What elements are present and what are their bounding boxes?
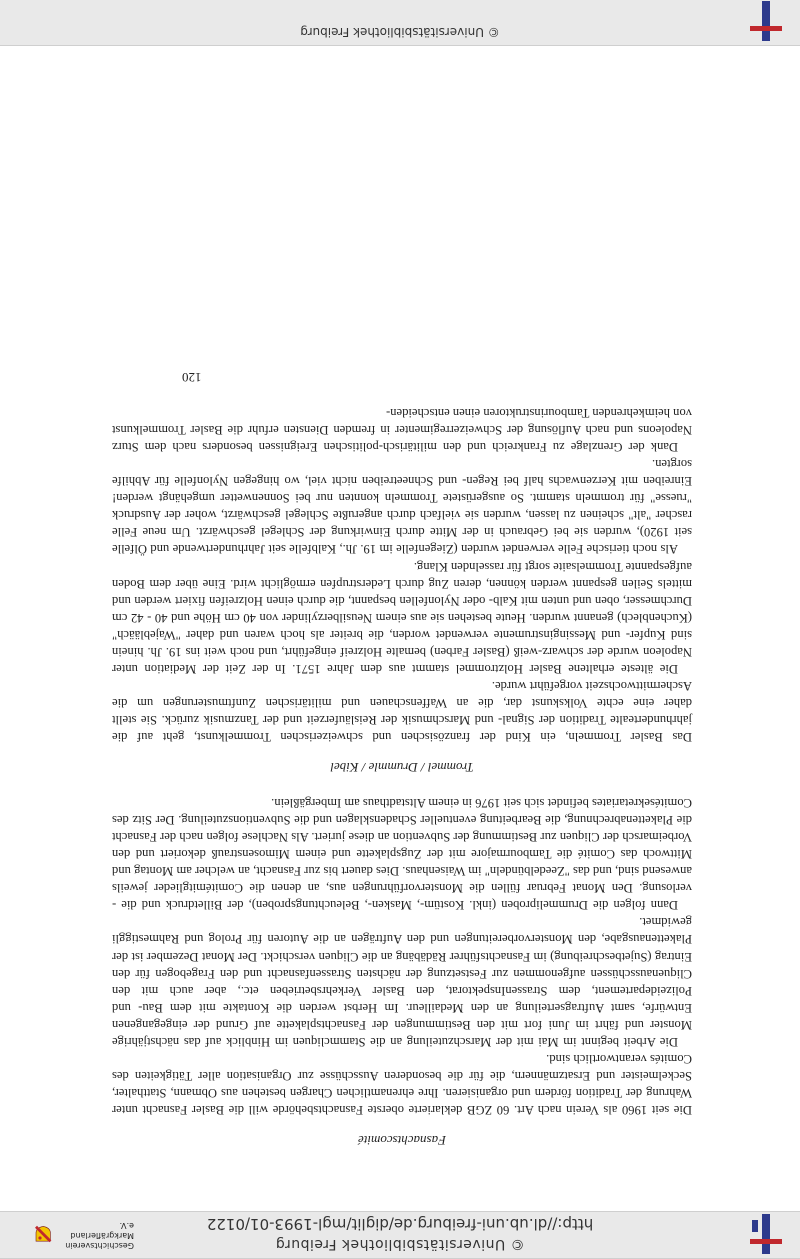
society-name-line2: Markgräflerland e.V. bbox=[70, 1221, 134, 1240]
footer-copyright-label: © Universitätsbibliothek Freiburg bbox=[300, 25, 500, 39]
paragraph: Dann folgen die Drummeliproben (inkl. Kostüm-, Masken-, Beleuchtungsproben), der Billetdruck und die -verlosung. Den Monat Februar füllen die Monstervorführungen aus, an denen die Comitémitglieder jeweils anwesend sind, und das "Zeedelbündeln" im Waisenhaus. Dies dauert bis zur Fasnacht, an welcher am Montag und Mittwoch das Comité die Tambourmajore mit der Zugsplakette und einem Mimosenstrauß dekoriert und den Vorbeimarsch der Cliquen zur Bestimmung der Subvention an diese juriert. Als Nachlese folgen nach der Fasnacht die Plakettenabrechnung, die Bearbeitung eventueller Schadensklagen und die Subventionszuteilung. Der Sitz des Comitésekretariates befindet sich seit 1976 in einem Altstadthaus am Imbergäßlein. bbox=[112, 796, 692, 913]
section-title-fasnachtscomite: Fasnachtscomité bbox=[357, 1133, 447, 1148]
paragraph: Als noch tierische Felle verwendet wurden (Ziegenfelle im 19. Jh., Kalbfelle seit Jahrhundertwende und Ölfelle seit 1920), wurden sie bei Gebrauch in der Mitte durch Einwirkung der Schlegel geschwärzt. Um neue Felle rascher "alt" scheinen zu lassen, wurden sie vielfach durch angerußte Schlegel geschwärzt, woher der Ausdruck "ruesse" für trommeln stammt. So ausgerüstete Trommeln konnten nur bei Sonnenwetter umgehängt werden! Einreiben mit Kerzenwachs half bei Regen- und Schneetreiben nicht viel, wo hingegen Nylonfelle für Abhilfe sorgten. bbox=[112, 457, 692, 557]
society-name bbox=[54, 1220, 134, 1250]
library-header-bar bbox=[0, 1211, 800, 1259]
paragraph: Das Basler Trommeln, ein Kind der französischen und schweizerischen Trommelkunst, geht auf die jahrhundertealte Tradition der Signal- und Marschmusik der Reisläuferzeit und der Tanzmusik zurück. Sie stellt daher eine echte Volkskunst dar, die an Waffenschauen und militärischen Zunftmusterungen um die Aschermittwochszeit vorgeführt wurde. bbox=[112, 678, 692, 745]
section-title-trommel: Trommel / Drummle / Kibel bbox=[330, 760, 474, 776]
society-name-line1: Geschichtsverein bbox=[65, 1241, 134, 1250]
paragraph: Die seit 1960 als Verein nach Art. 60 ZGB deklarierte oberste Fasnachtsbehörde will die Basler Fasnacht unter Wahrung der Tradition fördern und organisieren. Ihre ehrenamtlichen Chargen bestehen aus Obmann, Statthalter, Seckelmeister und Ersatzmännern, die für die besonderen Ausschüsse zur Organisation aller Tätigkeiten des Comités verantwortlich sind. bbox=[112, 1051, 692, 1117]
paragraph: Die Arbeit beginnt im Mai mit der Marschzuteilung an die Stammcliquen im Hinblick auf das nächstjährige Monster und fährt im Juni fort mit den Bestimmungen der Fasnachtsplakette auf Grund der eingegangenen Entwürfe, samt Auftragserteilung an den Medailleur. Im Herbst werden die Kontakte mit dem Bau- und Polizeidepartement, dem StrassenInspektorat, den Basler Verkehrsbetrieben etc., aber auch mit den Cliquenausschüssen aufgenommen zur Festsetzung der nächsten Strassenfasnacht und den Fragebogen für den Eintrag (Sujetbeschreibung) im Fasnachtsführer Rädäbäng an die Cliquen verschickt. Der Monat Dezember ist der Plakettenausgabe, den Monstervorbereitungen und den Aufträgen an die Autoren für Prolog und Rahmestiggli gewidmet. bbox=[112, 915, 692, 1049]
document-url-link[interactable]: http://dl.ub.uni-freiburg.de/diglit/mgl-1993-01/0122 bbox=[206, 1215, 594, 1233]
page-number: 120 bbox=[182, 370, 202, 386]
copyright-label: © Universitätsbibliothek Freiburg bbox=[275, 1236, 525, 1252]
paragraph: Dank der Grenzlage zu Frankreich und den militärisch-politischen Ereignissen besonders nach dem Sturz Napoleons und nach Auflösung der Schweizerregimenter in fremden Diensten erfuhr die Basler Trommelkunst von heimkehrenden Tambourinstruktoren einen entscheiden- bbox=[112, 406, 692, 455]
society-coat-of-arms-icon[interactable] bbox=[8, 1214, 52, 1254]
library-footer-bar bbox=[0, 0, 800, 46]
paragraph: Die älteste erhaltene Basler Holztrommel stammt aus dem Jahre 1571. In der Zeit der Mediation unter Napoleon wurde der schwarz-weiß (Basler Farben) bemalte Holzreif eingeführt, und noch weit ins 19. Jh. hinein sind Kupfer- und Messinginstrumente verwendet worden, die breiter als hoch waren und daher "Wajeblääch" (Kuchenblech) genannt wurden. Heute bestehen sie aus einem Neusilberzylinder von 40 cm Höhe und 40 - 42 cm Durchmesser, oben und unten mit Kalb- oder Nylonfellen bespannt, die durch einen Holzreifen fixiert werden und mittels Seilen gespannt werden können, deren Zug durch Lederstrupfen ermöglicht wird. Eine über dem Boden aufgespannte Trommelsaite sorgt für rasselnden Klang. bbox=[112, 559, 692, 676]
document-page bbox=[112, 149, 692, 1149]
